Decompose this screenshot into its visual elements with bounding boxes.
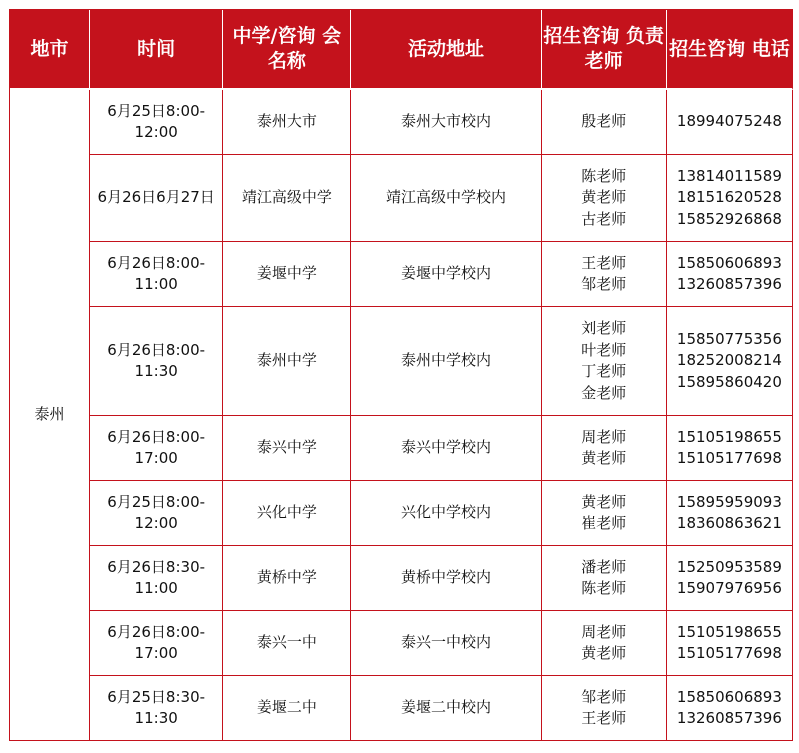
school-name: 兴化中学: [256, 503, 317, 522]
school-name: 姜堰二中: [256, 698, 317, 717]
phone-number: 15250953589: [676, 557, 782, 576]
phones-cell: [667, 90, 793, 155]
teacher-name: 周老师: [581, 427, 627, 446]
phones-cell: [667, 416, 793, 481]
teacher-name: 王老师: [581, 709, 627, 727]
teacher-name: 丁老师: [581, 362, 627, 380]
school-cell: [223, 90, 351, 155]
time-cell: [90, 546, 223, 611]
phone-number: 18360863621: [676, 514, 782, 532]
header-school-line: 中学/咨询: [232, 25, 316, 47]
time-line: 17:00: [134, 644, 178, 662]
school-name: 泰兴一中: [256, 633, 317, 652]
address-cell: [351, 546, 541, 611]
header-teachers: [542, 10, 667, 90]
school-name: 黄桥中学: [256, 568, 317, 587]
header-row: [10, 10, 793, 90]
time-line: 6月25日8:30-: [107, 687, 206, 706]
school-cell: [223, 611, 351, 676]
school-cell: [223, 676, 351, 741]
time-line: 6月26日8:30-: [107, 557, 206, 576]
phone-number: 18151620528: [676, 188, 782, 207]
teacher-name: 潘老师: [581, 557, 627, 576]
time-line: 6月26日8:00-: [107, 253, 206, 272]
time-line: 12:00: [134, 123, 178, 141]
time-cell: [90, 611, 223, 676]
header-address: [351, 10, 541, 90]
phone-number: 18252008214: [676, 351, 782, 370]
time-line: 6月25日8:00-: [107, 492, 206, 511]
table-row: [10, 416, 793, 481]
teachers-cell: [542, 676, 667, 741]
header-address-line: 活动地址: [408, 37, 485, 60]
time-cell: [90, 242, 223, 307]
address-cell: [351, 307, 541, 416]
time-line: 11:00: [134, 579, 178, 597]
time-line: 6月26日6月27日: [97, 188, 215, 207]
phone-number: 13814011589: [676, 166, 782, 185]
table-row: [10, 676, 793, 741]
header-region-line: 地市: [30, 37, 69, 60]
teachers-cell: [542, 155, 667, 242]
phones-cell: [667, 676, 793, 741]
time-line: 6月26日8:00-: [107, 427, 206, 446]
school-name: 泰州中学: [256, 351, 317, 370]
table-row: [10, 90, 793, 155]
header-phones-line: 招生咨询: [669, 37, 746, 60]
teachers-cell: [542, 611, 667, 676]
teacher-name: 黄老师: [581, 449, 627, 467]
admission-consult-table: [9, 9, 793, 741]
header-school: [223, 10, 351, 90]
phone-number: 15850606893: [676, 687, 782, 706]
phone-number: 15105198655: [676, 427, 782, 446]
address-cell: [351, 611, 541, 676]
phone-number: 15852926868: [676, 209, 782, 228]
header-school-line: 会名称: [267, 25, 342, 72]
time-cell: [90, 481, 223, 546]
phones-cell: [667, 242, 793, 307]
address-text: 姜堰中学校内: [401, 264, 492, 283]
teacher-name: 殷老师: [581, 112, 627, 131]
phone-number: 15105177698: [676, 449, 782, 467]
region-name: 泰州: [34, 405, 65, 424]
phones-cell: [667, 611, 793, 676]
teacher-name: 王老师: [581, 253, 627, 272]
time-line: 6月26日8:00-: [107, 340, 206, 359]
address-cell: [351, 90, 541, 155]
phone-number: 15895860420: [676, 372, 782, 391]
teachers-cell: [542, 242, 667, 307]
phone-number: 15850606893: [676, 253, 782, 272]
phones-cell: [667, 546, 793, 611]
teacher-name: 周老师: [581, 622, 627, 641]
teacher-name: 崔老师: [581, 514, 627, 532]
table-row: [10, 546, 793, 611]
region-cell: [10, 90, 90, 741]
time-cell: [90, 416, 223, 481]
header-region: [10, 10, 90, 90]
phone-number: 15105177698: [676, 644, 782, 662]
time-line: 12:00: [134, 514, 178, 532]
teacher-name: 邹老师: [581, 275, 627, 293]
address-text: 兴化中学校内: [401, 503, 492, 522]
school-cell: [223, 416, 351, 481]
time-cell: [90, 90, 223, 155]
teacher-name: 金老师: [581, 383, 627, 402]
address-cell: [351, 155, 541, 242]
teacher-name: 陈老师: [581, 166, 627, 185]
address-text: 靖江高级中学校内: [386, 188, 507, 207]
teacher-name: 邹老师: [581, 687, 627, 706]
table-row: [10, 242, 793, 307]
table-row: [10, 611, 793, 676]
time-cell: [90, 155, 223, 242]
teachers-cell: [542, 307, 667, 416]
teacher-name: 叶老师: [581, 340, 627, 359]
phone-number: 15105198655: [676, 622, 782, 641]
time-line: 11:00: [134, 275, 178, 293]
address-cell: [351, 416, 541, 481]
teacher-name: 黄老师: [581, 492, 627, 511]
teacher-name: 陈老师: [581, 579, 627, 597]
phone-number: 15850775356: [676, 329, 782, 348]
time-line: 6月25日8:00-: [107, 101, 206, 120]
teacher-name: 刘老师: [581, 319, 627, 337]
table-row: [10, 481, 793, 546]
school-cell: [223, 307, 351, 416]
phones-cell: [667, 481, 793, 546]
phone-number: 15907976956: [676, 579, 782, 597]
time-cell: [90, 307, 223, 416]
phone-number: 18994075248: [676, 112, 782, 131]
table-row: [10, 307, 793, 416]
teacher-name: 古老师: [581, 209, 627, 228]
header-phones-line: 电话: [751, 37, 790, 60]
header-teachers-line: 负责老师: [584, 25, 665, 72]
school-cell: [223, 155, 351, 242]
header-time-line: 时间: [137, 37, 176, 60]
teacher-name: 黄老师: [581, 644, 627, 662]
phone-number: 15895959093: [676, 492, 782, 511]
time-line: 17:00: [134, 449, 178, 467]
time-line: 6月26日8:00-: [107, 622, 206, 641]
time-line: 11:30: [134, 362, 178, 380]
table-body: [10, 90, 793, 741]
school-cell: [223, 546, 351, 611]
phones-cell: [667, 155, 793, 242]
teachers-cell: [542, 90, 667, 155]
address-text: 黄桥中学校内: [401, 568, 492, 587]
table-row: [10, 155, 793, 242]
time-cell: [90, 676, 223, 741]
school-name: 泰兴中学: [256, 438, 317, 457]
address-text: 泰州中学校内: [401, 351, 492, 370]
school-cell: [223, 242, 351, 307]
school-name: 姜堰中学: [256, 264, 317, 283]
teachers-cell: [542, 416, 667, 481]
school-name: 靖江高级中学: [241, 188, 332, 207]
teachers-cell: [542, 481, 667, 546]
school-cell: [223, 481, 351, 546]
school-name: 泰州大市: [256, 112, 317, 131]
header-teachers-line: 招生咨询: [543, 25, 620, 47]
address-cell: [351, 481, 541, 546]
address-text: 姜堰二中校内: [401, 698, 492, 717]
header-phones: [667, 10, 793, 90]
teacher-name: 黄老师: [581, 188, 627, 207]
phone-number: 13260857396: [676, 709, 782, 727]
header-time: [90, 10, 223, 90]
phone-number: 13260857396: [676, 275, 782, 293]
address-cell: [351, 676, 541, 741]
teachers-cell: [542, 546, 667, 611]
time-line: 11:30: [134, 709, 178, 727]
phones-cell: [667, 307, 793, 416]
address-text: 泰兴中学校内: [401, 438, 492, 457]
address-cell: [351, 242, 541, 307]
address-text: 泰州大市校内: [401, 112, 492, 131]
address-text: 泰兴一中校内: [401, 633, 492, 652]
